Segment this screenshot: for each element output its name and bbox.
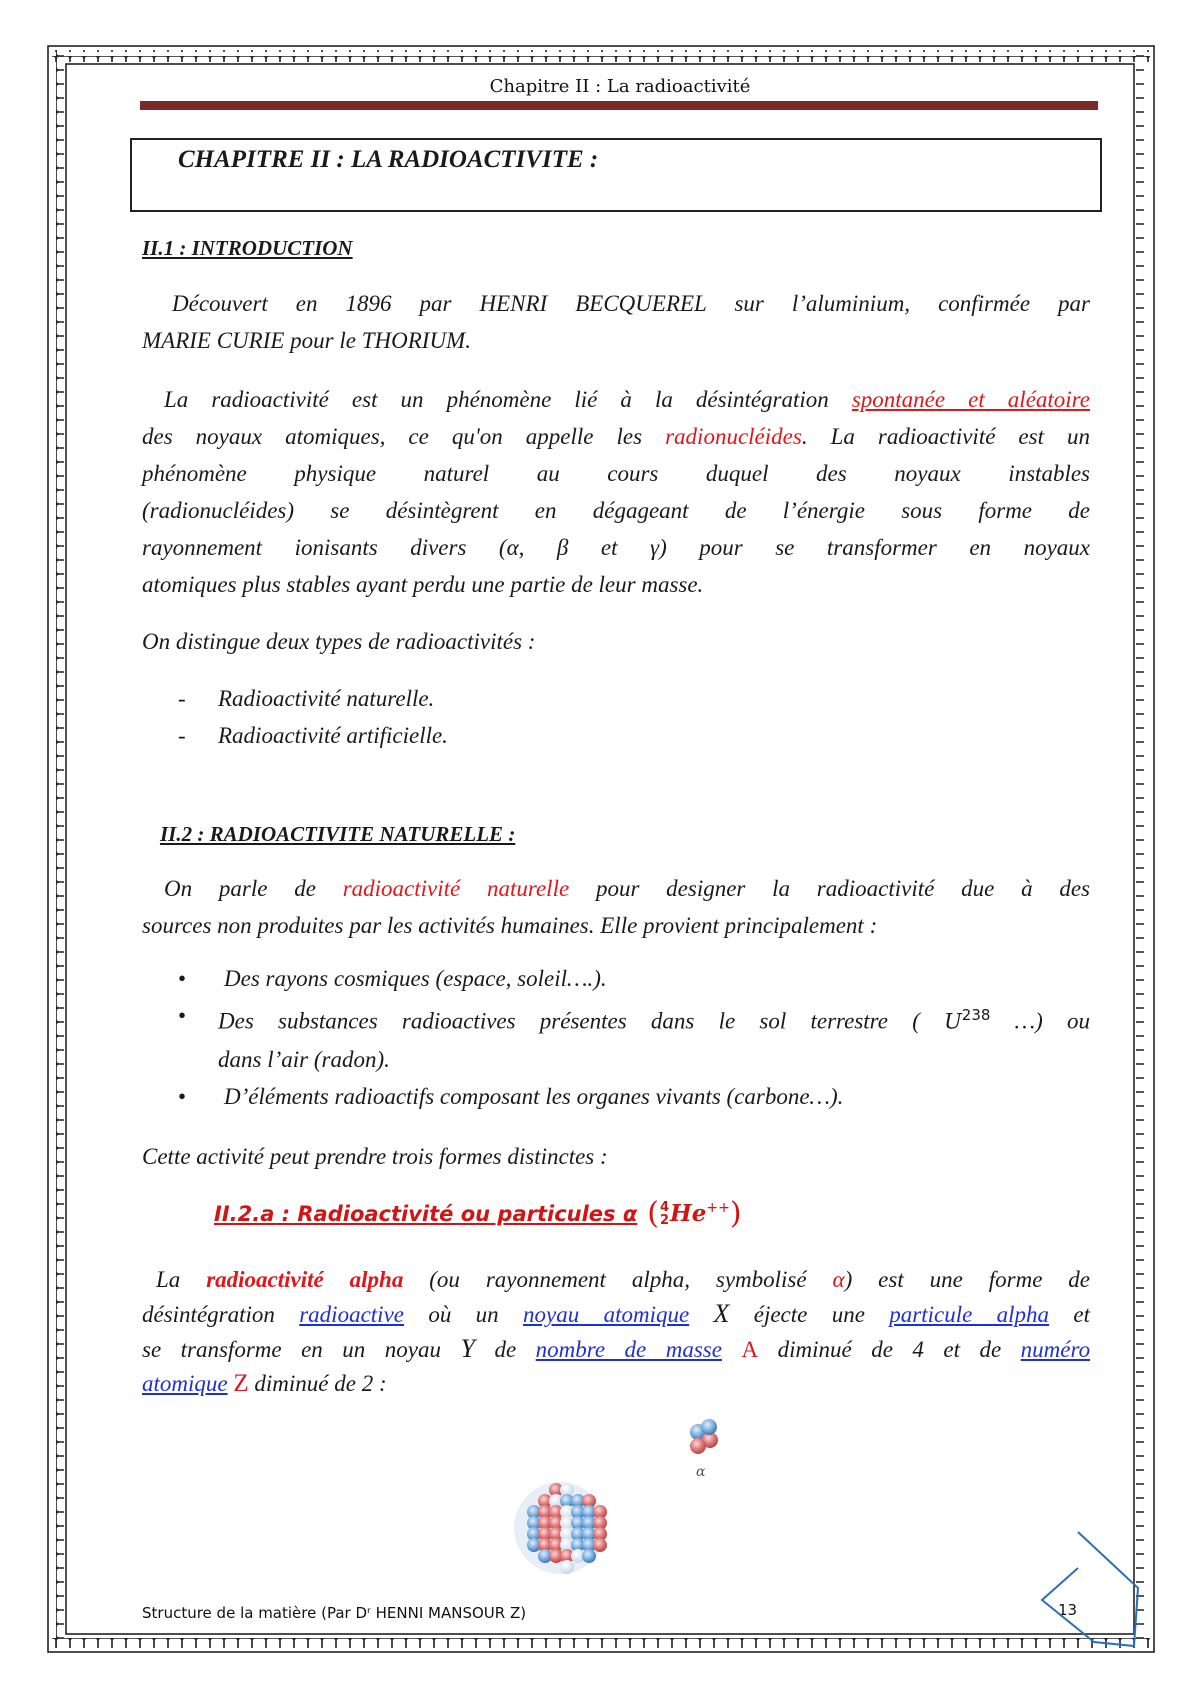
natural-sources-list [178, 960, 1090, 1115]
header-rule [140, 101, 1098, 110]
list-item-text: Radioactivité naturelle. [218, 686, 435, 711]
text-span: diminué de 2 : [254, 1371, 387, 1396]
link-mass-number[interactable]: nombre de masse [535, 1337, 722, 1362]
text-line [142, 418, 1090, 455]
running-header: Chapitre II : La radioactivité [489, 76, 751, 97]
footer-author: Structure de la matière (Par Dʳ HENNI MANSOUR Z) [142, 1604, 527, 1622]
list-item [178, 997, 1090, 1041]
keyword-radionuclides: radionucléides [665, 424, 802, 449]
chapter-title-box [130, 138, 1102, 212]
nucleon-ball [582, 1549, 596, 1563]
text-line [142, 1332, 1090, 1367]
text-line: rayonnement ionisants divers (α, β et γ) pour se transformer en noyaux [142, 535, 1090, 560]
text-span: et [1073, 1302, 1090, 1327]
text-span: pour designer la radioactivité due à des [595, 876, 1091, 901]
text-line [142, 1367, 1090, 1401]
bullet-marker: • [178, 1083, 187, 1109]
nucleus-Y: Y [460, 1334, 475, 1363]
list-item [178, 680, 448, 717]
text-line [142, 1263, 1090, 1297]
alpha-particle-icon [690, 1419, 718, 1454]
text-line [142, 1297, 1090, 1332]
types-intro: On distingue deux types de radioactivités : [142, 629, 536, 654]
text-span: ) est une forme de [844, 1267, 1091, 1292]
text-line [142, 870, 1090, 907]
mass-number-A: A [741, 1337, 759, 1362]
types-list [178, 680, 448, 754]
list-item-text: D’éléments radioactifs composant les organes vivants (carbone…). [224, 1083, 844, 1109]
keyword-alpha-radioactivity: radioactivité alpha [206, 1267, 404, 1292]
list-item [178, 717, 448, 754]
link-atomic-nucleus[interactable]: noyau atomique [523, 1302, 690, 1327]
heavy-nucleus-icon [514, 1482, 607, 1574]
intro-paragraph-1 [142, 285, 1090, 359]
list-item-text: Radioactivité artificielle. [218, 723, 448, 748]
text-line: atomiques plus stables ayant perdu une partie de leur masse. [142, 572, 704, 597]
keyword-spontaneous[interactable]: spontanée et aléatoire [851, 387, 1090, 412]
text-span: des noyaux atomiques, ce qu'on appelle les [142, 424, 643, 449]
text-span: La [156, 1267, 181, 1292]
link-atomic-number[interactable]: numéro [1020, 1337, 1091, 1362]
text-line: (radionucléides) se désintègrent en dégageant de l’énergie sous forme de [142, 498, 1090, 523]
atomic-number-Z: Z [233, 1370, 249, 1397]
alpha-subheading [214, 1196, 742, 1231]
open-paren: ( [647, 1196, 659, 1231]
dash-marker: - [178, 686, 186, 711]
list-item-text [218, 997, 1090, 1041]
helium-mass-number: 4 [660, 1199, 670, 1215]
text-span: se transforme en un noyau [142, 1337, 441, 1362]
helium-charge: ++ [706, 1199, 730, 1216]
text-span: où un [428, 1302, 499, 1327]
text-span: On parle de [164, 876, 316, 901]
intro-paragraph-2 [142, 381, 1090, 603]
nucleus-X: X [713, 1299, 730, 1328]
page-number: 13 [1058, 1601, 1078, 1619]
text-span: éjecte une [753, 1302, 865, 1327]
link-radioactive[interactable]: radioactive [299, 1302, 404, 1327]
alpha-symbol: α [832, 1267, 845, 1292]
text-line: phénomène physique naturel au cours duquel des noyaux instables [142, 461, 1090, 486]
link-alpha-particle[interactable]: particule alpha [889, 1302, 1050, 1327]
text-span: de [494, 1337, 517, 1362]
bullet-marker: • [178, 966, 187, 991]
link-atomic-number-2[interactable]: atomique [142, 1371, 228, 1396]
uranium-mass: 238 [961, 1006, 991, 1024]
text-span: …) ou [1014, 1008, 1091, 1034]
nucleon-ball [560, 1560, 574, 1574]
close-paren: ) [729, 1196, 742, 1231]
alpha-paragraph [142, 1263, 1090, 1401]
helium-atomic-number: 2 [660, 1212, 670, 1228]
text-line [142, 381, 1090, 418]
list-item-continuation: dans l’air (radon). [218, 1046, 390, 1072]
uranium-symbol: U [944, 1009, 962, 1034]
text-span: diminué de 4 et de [777, 1337, 1002, 1362]
text-span: (ou rayonnement alpha, symbolisé [429, 1267, 807, 1292]
natural-paragraph [142, 870, 1090, 944]
text-line: Découvert en 1896 par HENRI BECQUEREL sur l’aluminium, confirmée par [172, 291, 1090, 316]
text-span: . La radioactivité est un [801, 424, 1091, 449]
helium-symbol: He [670, 1200, 707, 1227]
nucleon-ball [593, 1538, 607, 1552]
list-item [178, 1078, 1090, 1115]
text-line: MARIE CURIE pour le THORIUM. [142, 328, 471, 353]
forms-intro: Cette activité peut prendre trois formes distinctes : [142, 1144, 608, 1169]
section-heading-natural: II.2 : RADIOACTIVITE NATURELLE : [160, 822, 516, 846]
keyword-natural-radioactivity: radioactivité naturelle [342, 876, 570, 901]
alpha-decay-illustration [500, 1410, 740, 1580]
text-span: Des substances radioactives présentes dans le sol terrestre ( [218, 1008, 920, 1034]
text-line: sources non produites par les activités humaines. Elle provient principalement : [142, 913, 878, 938]
page-corner-arrow-icon [1038, 1528, 1146, 1653]
bullet-marker: • [178, 1003, 187, 1028]
section-heading-intro: II.1 : INTRODUCTION [142, 236, 353, 260]
dash-marker: - [178, 723, 186, 748]
alpha-subheading-text: II.2.a : Radioactivité ou particules α [214, 1201, 638, 1226]
text-span: La radioactivité est un phénomène lié à la désintégration [164, 387, 829, 412]
list-item-text: Des rayons cosmiques (espace, soleil….). [224, 966, 607, 991]
chapter-title: CHAPITRE II : LA RADIOACTIVITE : [178, 146, 599, 173]
list-item [178, 960, 1090, 997]
helium-nucleon-numbers [660, 1201, 669, 1227]
alpha-label: α [696, 1464, 706, 1480]
text-span: désintégration [142, 1302, 275, 1327]
